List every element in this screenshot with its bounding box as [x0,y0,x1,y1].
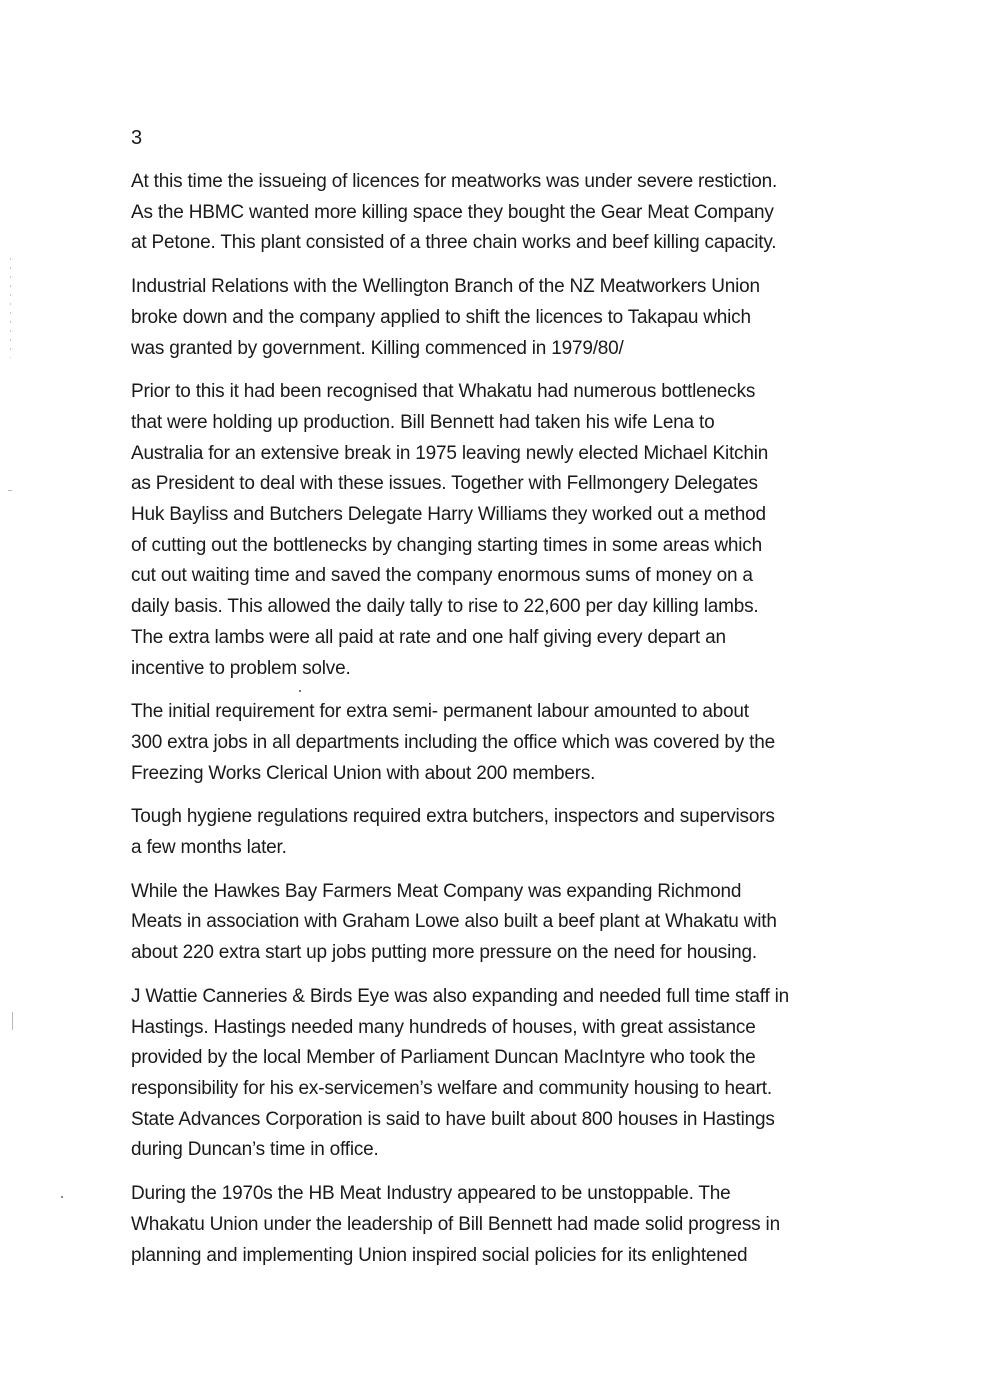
body-text [131,167,891,1284]
paragraph-licences: At this time the issueing of licences for meatworks was under severe restiction. As the HBMC wanted more killing space they bought the Gear Meat Company at Petone. This plant consisted of a three chain works and beef killing capacity. [131,171,778,254]
paragraph-labour-requirement: The initial requirement for extra semi- permanent labour amounted to about 300 extra jobs in all departments including the office which was covered by the Freezing Works Clerical Union with about 200 members. [131,701,775,784]
paragraph-meat-industry-1970s: During the 1970s the HB Meat Industry appeared to be unstoppable. The Whakatu Union under the leadership of Bill Bennett had made solid progress in planning and implementing Union inspired social policies for its enlightened [131,1183,780,1266]
paragraph-housing: J Wattie Canneries & Birds Eye was also expanding and needed full time staff in Hastings. Hastings needed many hundreds of houses, with great assistance provided by the local Member of Parliament Duncan MacIntyre who took the responsibility for his ex-servicemen’s welfare and community housing to heart. State Advances Corporation is said to have built about 800 houses in Hastings during Duncan’s time in office. [131,985,790,1161]
scan-artifact-dotted-line [10,258,11,358]
paragraph-bottlenecks: Prior to this it had been recognised that Whakatu had numerous bottlenecks that were holding up production. Bill Bennett had taken his wife Lena to Australia for an extensive break in 1975 leaving newly elected Michael Kitchin as President to deal with these issues. Together with Fellmongery Delegates Huk Bayliss and Butchers Delegate Harry Williams they worked out a method of cutting out the bottlenecks by changing starting times in some areas which cut out waiting time and saved the company enormous sums of money on a daily basis. This allowed the daily tally to rise to 22,600 per day killing lambs. The extra lambs were all paid at rate and one half giving every depart an incentive to problem solve. [131,381,769,679]
paragraph-industrial-relations: Industrial Relations with the Wellington Branch of the NZ Meatworkers Union broke down and the company applied to shift the licences to Takapau which was granted by government. Killing commenced in 1979/80/ [131,276,760,359]
page-number: 3 [131,127,143,149]
scan-artifact-dash [8,490,12,491]
scan-artifact-line [12,1012,13,1030]
paragraph-hygiene-regulations: Tough hygiene regulations required extra butchers, inspectors and supervisors a few months later. [131,806,775,859]
scan-artifact-dot [61,1196,63,1198]
paragraph-richmond-meats: While the Hawkes Bay Farmers Meat Company was expanding Richmond Meats in association with Graham Lowe also built a beef plant at Whakatu with about 220 extra start up jobs putting more pressure on the need for housing. [131,880,777,964]
